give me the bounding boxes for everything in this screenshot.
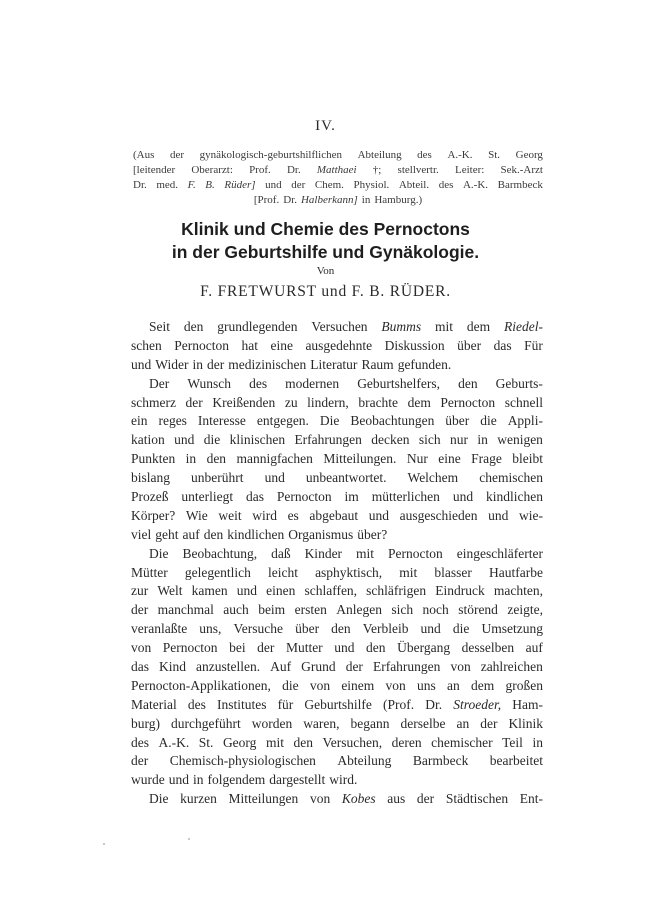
word: an [447,677,460,693]
word: manchmal [157,602,214,618]
word: Dr. [425,696,443,712]
word: Umsetzung [481,621,543,637]
word: des [249,375,268,391]
word: Welchem [407,470,459,486]
word: durchgeführt [170,715,241,731]
word: [leitender [133,164,176,176]
word: Wunsch [187,375,232,391]
word: von [450,659,471,675]
affiliation-line [133,193,543,208]
word: und [452,489,474,505]
word: ersten [294,602,327,618]
word: sich [391,602,414,618]
title-line-1: Klinik und Chemie des Pernoctons [181,219,470,239]
word: den [183,319,204,334]
scan-speck [103,843,105,845]
word: Diskussion [384,337,445,353]
word: über [295,621,320,637]
word: schnell [504,394,543,410]
word: Kind [159,659,187,675]
body-line [131,507,543,526]
word: Städtischen [445,791,509,807]
word: Der [149,375,170,391]
word: kurzen [180,791,217,807]
word: beim [258,602,286,618]
body-line [131,545,543,564]
word: schlaffen, [304,583,358,599]
word: desselben [461,640,515,656]
word: mit [435,319,454,334]
word: den [458,375,478,391]
word: Leiter: [454,164,485,176]
body-line [131,734,543,753]
word: †; [372,164,382,176]
word: der [291,179,306,191]
word: großen [505,677,543,693]
word: leicht [267,564,298,580]
word: und [368,507,389,523]
word: reges [158,413,187,429]
word: störend [458,602,498,618]
word: chemischer [431,734,493,750]
word: die [203,432,221,448]
word: burg) [131,715,160,731]
word: Abteilung [337,753,392,769]
word: uns [417,677,436,693]
word: Ent- [519,791,543,807]
word: schmerz [131,394,176,410]
word: Rüder] [224,179,256,191]
body-line [131,601,543,620]
word: Versuche [233,621,283,637]
word: viel [131,526,152,542]
word: Erfahrungen [372,659,441,675]
word: und [236,583,257,599]
word: Die [319,413,340,429]
word: derselbe [400,715,446,731]
word: noch [422,602,449,618]
word: Riedel- [504,319,543,334]
word: Frage [471,451,502,467]
body-text [131,318,543,809]
word: mit [356,545,375,561]
word: anzustellen. [196,659,261,675]
word: Literatur [310,356,358,372]
word: decken [371,432,410,448]
affiliation-note [133,148,543,208]
word: Auf [270,659,292,675]
word: Material [131,696,177,712]
word: bleibt [512,451,543,467]
word: Mitteilungen. [323,451,397,467]
word: es [287,507,299,523]
word: Chem. [314,179,344,191]
word: dargestellt [269,772,326,788]
word: A.-K. [158,734,190,750]
word: Ham- [512,696,543,712]
word: des [417,149,432,161]
word: blasser [434,564,472,580]
word: des [131,734,149,750]
word: und [168,772,189,788]
word: bislang [131,470,170,486]
word: ausgeschieden [399,507,478,523]
word: veranlaßte [131,621,188,637]
word: (Prof. [383,696,415,712]
word: Halberkann] [300,194,358,206]
word: Matthaei [316,164,357,176]
word: unbeantwortet. [305,470,387,486]
word: und [265,179,282,191]
word: A.-K. [447,149,473,161]
word: Appli- [507,413,543,429]
body-line [131,488,543,507]
title-line-2: in der Geburtshilfe und Gynäkologie. [171,242,480,262]
body-line [131,526,543,545]
body-line [131,356,543,375]
word: Wie [185,507,208,523]
article-title [0,218,651,264]
word: Kobes [341,791,376,807]
word: gelegentlich [184,564,251,580]
word: B. [205,179,215,191]
word: medizinischen [228,356,307,372]
word: über [445,413,470,429]
word: med. [156,179,179,191]
word: kation [131,432,165,448]
word: machten, [493,583,543,599]
body-line [131,318,543,337]
word: mütterlichen [371,489,440,505]
authors: F. FRETWURST und F. B. RÜDER. [200,283,451,300]
word: den [293,734,313,750]
word: folgendem [207,772,266,788]
word: in [477,432,488,448]
word: Eindruck [435,583,485,599]
word: Seit [149,319,171,334]
word: [Prof. [253,194,280,206]
word: modernen [285,375,340,391]
word: eine [438,451,461,467]
word: in [193,772,204,788]
body-line [131,412,543,431]
word: Übergang [397,640,451,656]
word: Verbleib [362,621,409,637]
body-line [131,658,543,677]
word: Georg [515,149,543,161]
word: Welt [157,583,183,599]
word: F. [187,179,196,191]
word: in [532,734,543,750]
body-line [131,696,543,715]
word: dem [407,394,431,410]
word: über [457,337,482,353]
body-line [131,639,543,658]
body-line [131,450,543,469]
word: in [185,451,197,467]
word: Für [524,337,543,353]
word: Pernocton [388,545,443,561]
word: zur [131,583,149,599]
word: Pernocton [440,394,496,410]
word: wird [252,507,277,523]
word: an [456,715,470,731]
word: Hautfarbe [489,564,543,580]
word: schläfrigen [366,583,427,599]
word: zeigte, [507,602,543,618]
affiliation-line [133,178,543,193]
word: Pernocton-Applikationen, [131,677,271,693]
word: Chemisch-physiologischen [169,753,316,769]
word: der [345,659,363,675]
word: den [331,621,351,637]
word: Klinik [508,715,543,731]
word: Körper? [131,507,176,523]
word: (Aus [133,149,155,161]
word: über? [357,526,388,542]
word: abgebaut [309,507,359,523]
by-label: Von [316,265,335,277]
word: Mitteilungen [228,791,299,807]
word: bei [229,640,246,656]
word: Geburts- [495,375,543,391]
word: ein [131,413,148,429]
word: St. [198,734,214,750]
word: von [131,640,152,656]
word: der [185,394,203,410]
word: den [203,526,224,542]
word: der [131,753,149,769]
word: für [277,696,294,712]
word: von [309,791,331,807]
word: Interesse [197,413,246,429]
word: kindlichen [485,489,543,505]
word: lindern, [307,394,349,410]
word: im [344,489,359,505]
word: und [131,356,152,372]
word: waren, [303,715,340,731]
word: Bumms [381,319,422,334]
word: Raum [361,356,394,372]
word: einen [266,583,296,599]
word: Die [149,545,169,561]
word: Oberarzt: [191,164,233,176]
word: der [131,602,149,618]
word: Beobachtung, [182,545,258,561]
word: das [493,337,512,353]
word: Versuchen [311,319,368,334]
word: begann [350,715,390,731]
word: bearbeitet [489,753,543,769]
word: Grund [301,659,336,675]
word: die [452,621,470,637]
word: dem [471,677,495,693]
word: Versuchen, [322,734,383,750]
word: Hamburg.) [374,194,423,206]
word: dem [466,319,491,334]
body-line [131,375,543,394]
body-line [131,469,543,488]
word: geht [155,526,179,542]
word: Pernocton [276,489,332,505]
word: Beobachtungen [350,413,435,429]
word: Prof. [249,164,271,176]
word: in [361,194,371,206]
word: Pernocton [162,640,218,656]
word: unterliegt [181,489,234,505]
word: Kinder [304,545,343,561]
word: A.-K. [462,179,489,191]
word: Organismus [288,526,354,542]
word: Anlegen [336,602,382,618]
word: Abteil. [398,179,430,191]
scan-speck [188,838,190,840]
word: Wider [155,356,189,372]
word: das [246,489,265,505]
word: Mütter [131,564,168,580]
word: gefunden. [397,356,452,372]
word: zu [284,394,298,410]
word: auf [525,640,543,656]
word: von [309,677,331,693]
word: und [174,432,195,448]
word: unberührt [191,470,244,486]
word: Teil [502,734,523,750]
word: grundlegenden [217,319,298,334]
body-line [131,771,543,790]
word: Erfahrungen [294,432,362,448]
body-line [131,337,543,356]
word: ausgedehnte [305,337,373,353]
word: einem [341,677,375,693]
word: zahlreichen [480,659,543,675]
word: Stroeder, [453,696,502,712]
word: asphyktisch, [315,564,383,580]
word: deren [391,734,422,750]
word: der [416,791,435,807]
word: von [385,677,406,693]
word: und [420,621,441,637]
word: auch [223,602,249,618]
affiliation-line [133,163,543,178]
word: das [131,659,149,675]
word: der [169,149,185,161]
body-line [131,715,543,734]
word: Abteilung [357,149,402,161]
word: Die [149,791,169,807]
word: gynäkologisch-geburtshilflichen [199,149,342,161]
word: entgegen. [256,413,309,429]
word: wie- [518,507,543,523]
body-line [131,752,543,771]
word: kindlichen [227,526,285,542]
word: Dr. [133,179,147,191]
word: Barmbeck [497,179,543,191]
word: nur [449,432,468,448]
word: Barmbeck [412,753,469,769]
word: mit [399,564,418,580]
word: hat [241,337,258,353]
word: Punkten [131,451,176,467]
word: mit [265,734,284,750]
word: daß [271,545,291,561]
word: sich [418,432,441,448]
word: weit [218,507,242,523]
body-line [131,677,543,696]
word: in [192,356,203,372]
word: Georg [222,734,257,750]
word: der [480,715,498,731]
word: Dr. [286,164,301,176]
body-line [131,394,543,413]
word: chemischen [479,470,543,486]
word: und [488,507,509,523]
word: und [334,640,355,656]
word: Dr. [283,194,297,206]
word: wird. [329,772,358,788]
body-line [131,431,543,450]
word: worden [251,715,293,731]
word: Mutter [285,640,323,656]
body-line [131,582,543,601]
word: brachte [358,394,399,410]
section-number: IV. [315,118,336,134]
word: kamen [191,583,228,599]
word: Nur [406,451,428,467]
word: des [438,179,454,191]
word: Prozeß [131,489,169,505]
word: Geburtshelfers, [357,375,441,391]
word: wenigen [497,432,543,448]
word: uns, [199,621,222,637]
word: schen [131,337,162,353]
word: Geburtshilfe [304,696,372,712]
word: St. [488,149,501,161]
word: aus [387,791,406,807]
body-line [131,620,543,639]
word: stellvertr. [397,164,439,176]
word: der [206,356,225,372]
word: die [282,677,299,693]
word: auf [182,526,200,542]
word: Kreißenden [212,394,276,410]
word: den [366,640,386,656]
word: Physiol. [353,179,390,191]
word: Pernocton [174,337,229,353]
affiliation-line [133,148,543,163]
word: eingeschläferter [456,545,543,561]
word: klinischen [229,432,286,448]
word: die [480,413,497,429]
body-line [131,790,543,809]
word: den [206,451,227,467]
word: eine [270,337,293,353]
word: mannigfachen [236,451,313,467]
word: wurde [131,772,165,788]
word: der [257,640,275,656]
word: des [187,696,206,712]
word: Institutes [216,696,267,712]
word: und [264,470,285,486]
body-line [131,564,543,583]
word: Sek.-Arzt [500,164,543,176]
